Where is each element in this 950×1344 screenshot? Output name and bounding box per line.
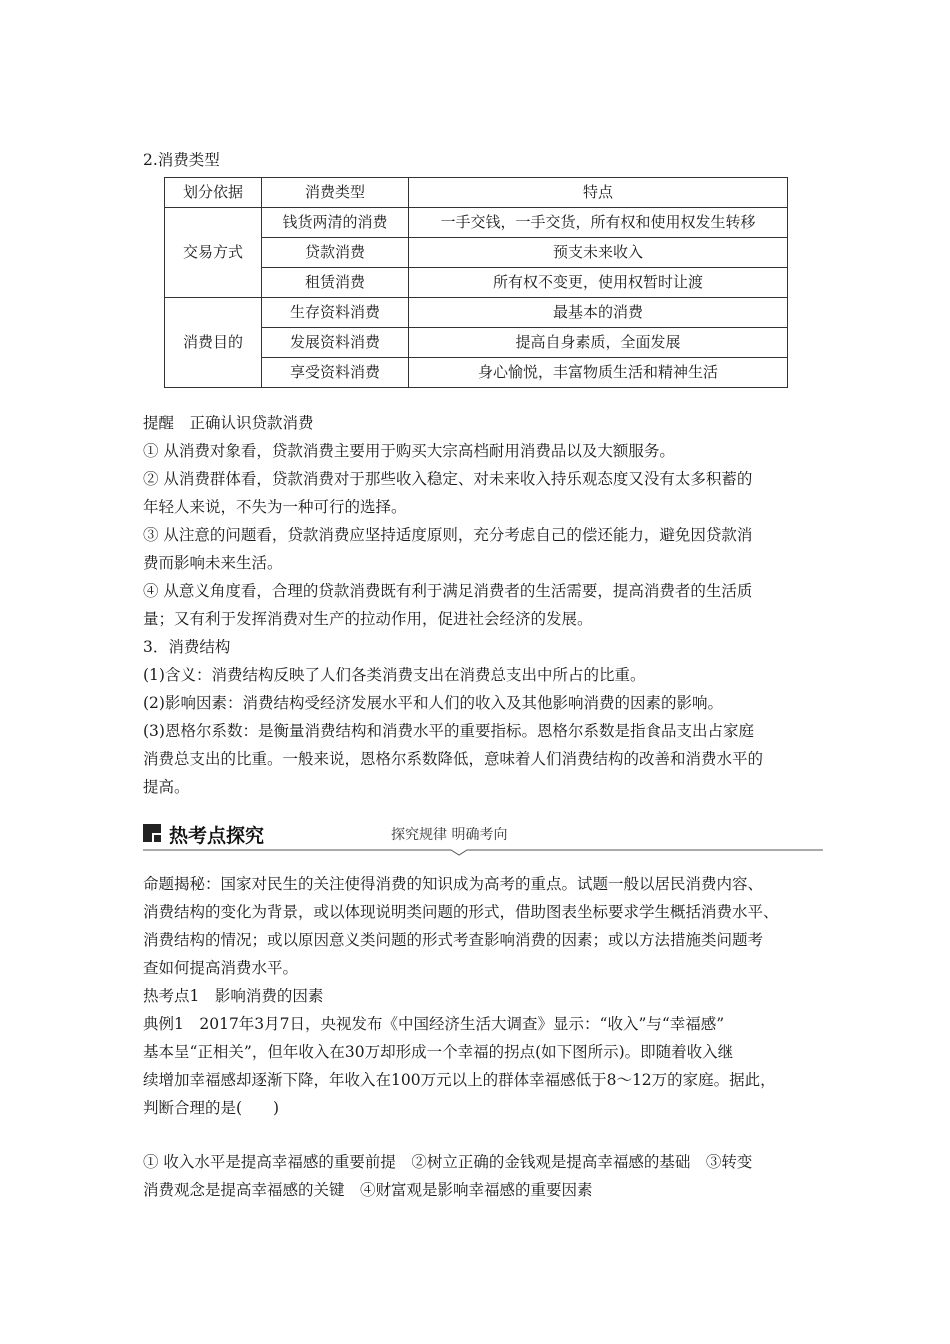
intro-line: 命题揭秘：国家对民生的关注使得消费的知识成为高考的重点。试题一般以居民消费内容、: [143, 875, 764, 893]
feature-cell: 身心愉悦，丰富物质生活和精神生活: [409, 358, 788, 388]
option-line: 消费观念是提高幸福感的关键 ④财富观是影响幸福感的重要因素: [143, 1181, 593, 1199]
structure-line: 提高。: [143, 778, 190, 796]
example-line: 续增加幸福感却逐渐下降，年收入在100万元以上的群体幸福感低于8～12万的家庭。据此，: [143, 1071, 776, 1089]
example-line: 典例1 2017年3月7日，央视发布《中国经济生活大调查》显示：“收入”与“幸福感”: [143, 1015, 725, 1033]
table-row: [165, 298, 788, 328]
feature-cell: 提高自身素质，全面发展: [409, 328, 788, 358]
structure-line: 消费总支出的比重。一般来说，恩格尔系数降低，意味着人们消费结构的改善和消费水平的: [143, 750, 764, 768]
hot-topic-banner: [143, 820, 823, 856]
example-line: 判断合理的是( ): [143, 1099, 280, 1117]
section-heading-consumption-types: 2.消费类型: [143, 151, 220, 169]
structure-line: (1)含义：消费结构反映了人们各类消费支出在消费总支出中所占的比重。: [143, 666, 646, 684]
reminder-line: ① 从消费对象看，贷款消费主要用于购买大宗高档耐用消费品以及大额服务。: [143, 442, 675, 460]
reminder-line: ③ 从注意的问题看，贷款消费应坚持适度原则，充分考虑自己的偿还能力，避免因贷款消: [143, 526, 753, 544]
header-cell: 消费类型: [262, 178, 409, 208]
intro-line: 消费结构的情况；或以原因意义类问题的形式考查影响消费的因素；或以方法措施类问题考: [143, 931, 764, 949]
section-marker-icon: [143, 824, 161, 842]
header-cell: 划分依据: [165, 178, 262, 208]
banner-underline: [143, 844, 823, 856]
option-line: ① 收入水平是提高幸福感的重要前提 ②树立正确的金钱观是提高幸福感的基础 ③转变: [143, 1153, 753, 1171]
header-cell: 特点: [409, 178, 788, 208]
type-cell: 贷款消费: [262, 238, 409, 268]
reminder-line: 费而影响未来生活。: [143, 554, 283, 572]
reminder-line: 年轻人来说，不失为一种可行的选择。: [143, 498, 407, 516]
consumption-types-table: [164, 177, 788, 388]
basis-cell: 交易方式: [165, 208, 262, 298]
intro-line: 消费结构的变化为背景，或以体现说明类问题的形式，借助图表坐标要求学生概括消费水平、: [143, 903, 779, 921]
section-heading-consumption-structure: 3．消费结构: [143, 638, 231, 656]
banner-title: 热考点探究: [169, 825, 265, 847]
basis-cell: 消费目的: [165, 298, 262, 388]
intro-line: 查如何提高消费水平。: [143, 959, 299, 977]
example-line: 基本呈“正相关”，但年收入在30万却形成一个幸福的拐点(如下图所示)。即随着收入继: [143, 1043, 734, 1061]
feature-cell: 预支未来收入: [409, 238, 788, 268]
reminder-line: ② 从消费群体看，贷款消费对于那些收入稳定、对未来收入持乐观态度又没有太多积蓄的: [143, 470, 753, 488]
table-row: [165, 208, 788, 238]
type-cell: 生存资料消费: [262, 298, 409, 328]
type-cell: 钱货两清的消费: [262, 208, 409, 238]
feature-cell: 一手交钱，一手交货，所有权和使用权发生转移: [409, 208, 788, 238]
structure-line: (2)影响因素：消费结构受经济发展水平和人们的收入及其他影响消费的因素的影响。: [143, 694, 723, 712]
reminder-line: 量；又有利于发挥消费对生产的拉动作用，促进社会经济的发展。: [143, 610, 593, 628]
type-cell: 享受资料消费: [262, 358, 409, 388]
type-cell: 租赁消费: [262, 268, 409, 298]
reminder-line: ④ 从意义角度看，合理的贷款消费既有利于满足消费者的生活需要，提高消费者的生活质: [143, 582, 753, 600]
feature-cell: 最基本的消费: [409, 298, 788, 328]
hotspot-heading: 热考点1 影响消费的因素: [143, 987, 324, 1005]
reminder-title: 提醒 正确认识贷款消费: [143, 414, 314, 432]
feature-cell: 所有权不变更，使用权暂时让渡: [409, 268, 788, 298]
table-header-row: [165, 178, 788, 208]
banner-subtitle: 探究规律 明确考向: [391, 827, 508, 843]
structure-line: (3)恩格尔系数：是衡量消费结构和消费水平的重要指标。恩格尔系数是指食品支出占家庭: [143, 722, 754, 740]
type-cell: 发展资料消费: [262, 328, 409, 358]
